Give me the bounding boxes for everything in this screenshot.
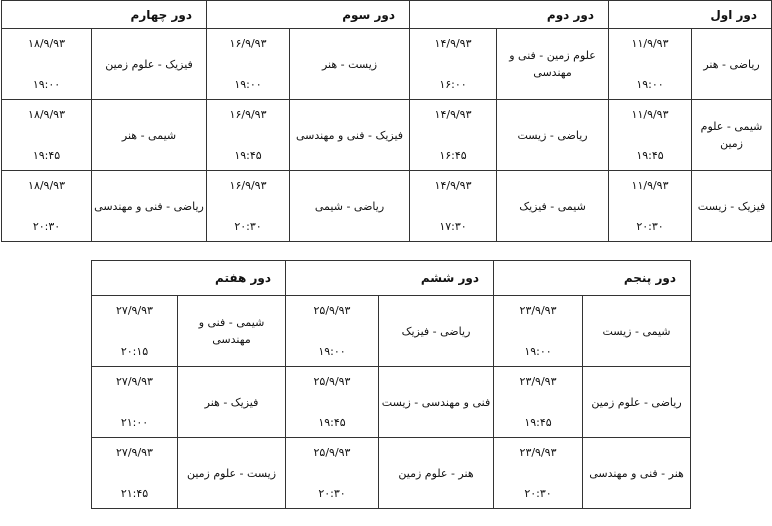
round-title: دور چهارم bbox=[2, 1, 207, 29]
table-row bbox=[92, 367, 691, 438]
subject-cell: شیمی - فیزیک bbox=[497, 171, 609, 242]
subject-cell: زیست - هنر bbox=[290, 29, 410, 100]
table-row bbox=[92, 438, 691, 509]
exam-time: ۱۹:۴۵ bbox=[234, 149, 262, 162]
datetime-cell bbox=[494, 367, 583, 438]
exam-time: ۲۰:۳۰ bbox=[636, 220, 664, 233]
datetime-cell bbox=[494, 438, 583, 509]
datetime-cell bbox=[207, 100, 290, 171]
subject-cell: ریاضی - علوم زمین bbox=[583, 367, 691, 438]
exam-date: ۲۳/۹/۹۳ bbox=[519, 375, 557, 388]
subject-cell: فیزیک - علوم زمین bbox=[92, 29, 207, 100]
exam-time: ۱۹:۰۰ bbox=[636, 78, 664, 91]
round-title: دور دوم bbox=[410, 1, 609, 29]
exam-time: ۱۹:۰۰ bbox=[318, 345, 346, 358]
round-header-row bbox=[2, 1, 772, 29]
subject-cell: شیمی - فنی و مهندسی bbox=[178, 296, 286, 367]
exam-date: ۱۱/۹/۹۳ bbox=[631, 37, 669, 50]
exam-date: ۱۱/۹/۹۳ bbox=[631, 179, 669, 192]
exam-time: ۲۰:۳۰ bbox=[524, 487, 552, 500]
table-row bbox=[2, 100, 772, 171]
schedule-table-bottom bbox=[91, 260, 691, 509]
exam-time: ۱۹:۴۵ bbox=[32, 149, 61, 162]
exam-time: ۲۱:۴۵ bbox=[120, 487, 149, 500]
exam-date: ۱۶/۹/۹۳ bbox=[229, 179, 267, 192]
datetime-cell bbox=[609, 100, 692, 171]
table-row bbox=[2, 171, 772, 242]
exam-time: ۲۰:۳۰ bbox=[32, 220, 61, 233]
exam-date: ۱۴/۹/۹۳ bbox=[434, 108, 472, 121]
datetime-cell bbox=[410, 171, 497, 242]
exam-date: ۲۵/۹/۹۳ bbox=[313, 375, 351, 388]
subject-cell: ریاضی - زیست bbox=[497, 100, 609, 171]
exam-date: ۲۵/۹/۹۳ bbox=[313, 446, 351, 459]
subject-cell: ریاضی - فیزیک bbox=[379, 296, 494, 367]
datetime-cell bbox=[2, 100, 92, 171]
datetime-cell bbox=[2, 29, 92, 100]
subject-cell: هنر - علوم زمین bbox=[379, 438, 494, 509]
subject-cell: ریاضی - فنی و مهندسی bbox=[92, 171, 207, 242]
exam-date: ۱۶/۹/۹۳ bbox=[229, 108, 267, 121]
subject-cell: شیمی - هنر bbox=[92, 100, 207, 171]
datetime-cell bbox=[92, 296, 178, 367]
subject-cell: ریاضی - هنر bbox=[692, 29, 772, 100]
exam-time: ۱۷:۳۰ bbox=[439, 220, 467, 233]
exam-time: ۱۹:۰۰ bbox=[234, 78, 262, 91]
exam-date: ۲۵/۹/۹۳ bbox=[313, 304, 351, 317]
subject-cell: شیمی - زیست bbox=[583, 296, 691, 367]
round-title: دور پنجم bbox=[494, 261, 691, 296]
exam-time: ۲۱:۰۰ bbox=[120, 416, 149, 429]
exam-time: ۲۰:۳۰ bbox=[234, 220, 262, 233]
exam-date: ۱۸/۹/۹۳ bbox=[28, 179, 65, 192]
exam-time: ۲۰:۱۵ bbox=[120, 345, 149, 358]
subject-cell: شیمی - علوم زمین bbox=[692, 100, 772, 171]
subject-cell: فیزیک - فنی و مهندسی bbox=[290, 100, 410, 171]
datetime-cell bbox=[207, 29, 290, 100]
round-header-row bbox=[92, 261, 691, 296]
datetime-cell bbox=[609, 171, 692, 242]
exam-date: ۲۷/۹/۹۳ bbox=[116, 304, 153, 317]
exam-date: ۱۴/۹/۹۳ bbox=[434, 179, 472, 192]
datetime-cell bbox=[92, 438, 178, 509]
datetime-cell bbox=[494, 296, 583, 367]
exam-time: ۱۹:۴۵ bbox=[524, 416, 552, 429]
datetime-cell bbox=[410, 29, 497, 100]
round-title: دور سوم bbox=[207, 1, 410, 29]
exam-time: ۱۶:۴۵ bbox=[439, 149, 467, 162]
exam-date: ۱۶/۹/۹۳ bbox=[229, 37, 267, 50]
exam-date: ۱۴/۹/۹۳ bbox=[434, 37, 472, 50]
exam-date: ۱۸/۹/۹۳ bbox=[28, 108, 65, 121]
schedule-table-top bbox=[1, 0, 772, 242]
subject-cell: فیزیک - هنر bbox=[178, 367, 286, 438]
exam-date: ۲۳/۹/۹۳ bbox=[519, 446, 557, 459]
datetime-cell bbox=[286, 296, 379, 367]
datetime-cell bbox=[2, 171, 92, 242]
table-row bbox=[2, 29, 772, 100]
exam-date: ۲۷/۹/۹۳ bbox=[116, 446, 153, 459]
exam-time: ۱۹:۰۰ bbox=[524, 345, 552, 358]
datetime-cell bbox=[286, 367, 379, 438]
exam-time: ۱۹:۴۵ bbox=[636, 149, 664, 162]
datetime-cell bbox=[92, 367, 178, 438]
round-title: دور هفتم bbox=[92, 261, 286, 296]
subject-cell: زیست - علوم زمین bbox=[178, 438, 286, 509]
exam-time: ۱۶:۰۰ bbox=[439, 78, 467, 91]
exam-date: ۲۳/۹/۹۳ bbox=[519, 304, 557, 317]
exam-date: ۱۱/۹/۹۳ bbox=[631, 108, 669, 121]
round-title: دور اول bbox=[609, 1, 772, 29]
datetime-cell bbox=[609, 29, 692, 100]
exam-time: ۱۹:۰۰ bbox=[32, 78, 61, 91]
exam-time: ۱۹:۴۵ bbox=[318, 416, 346, 429]
datetime-cell bbox=[207, 171, 290, 242]
subject-cell: فیزیک - زیست bbox=[692, 171, 772, 242]
datetime-cell bbox=[286, 438, 379, 509]
subject-cell: ریاضی - شیمی bbox=[290, 171, 410, 242]
table-row bbox=[92, 296, 691, 367]
round-title: دور ششم bbox=[286, 261, 494, 296]
subject-cell: هنر - فنی و مهندسی bbox=[583, 438, 691, 509]
exam-date: ۱۸/۹/۹۳ bbox=[28, 37, 65, 50]
exam-time: ۲۰:۳۰ bbox=[318, 487, 346, 500]
subject-cell: فنی و مهندسی - زیست bbox=[379, 367, 494, 438]
exam-date: ۲۷/۹/۹۳ bbox=[116, 375, 153, 388]
datetime-cell bbox=[410, 100, 497, 171]
subject-cell: علوم زمین - فنی و مهندسی bbox=[497, 29, 609, 100]
